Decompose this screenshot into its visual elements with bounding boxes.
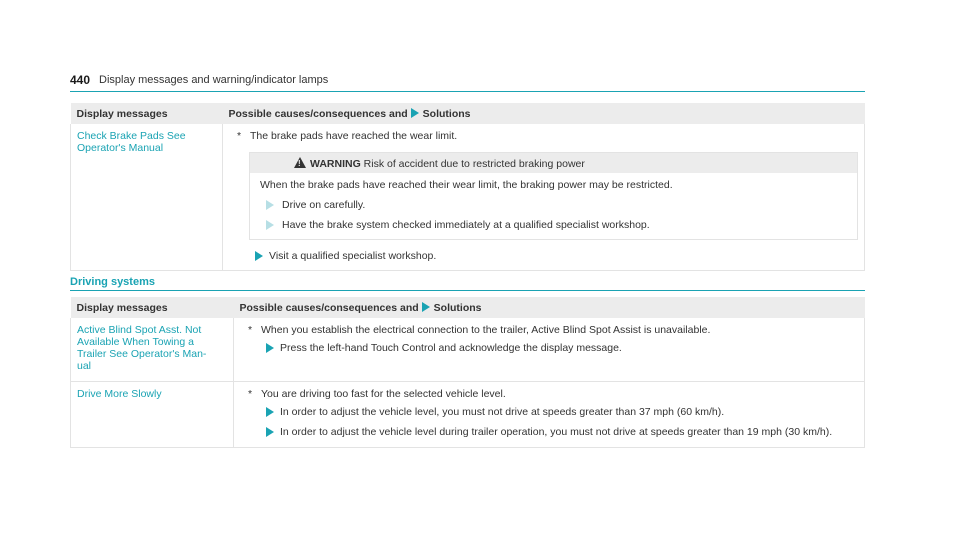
solution-arrow-icon xyxy=(266,427,274,437)
cause-text: The brake pads have reached the wear limit. xyxy=(250,130,458,142)
cause-item xyxy=(248,324,858,336)
solution-arrow-icon xyxy=(411,108,419,118)
cause-text: When you establish the electrical connection to the trailer, Active Blind Spot Assist is unavailable. xyxy=(261,324,711,336)
warning-header xyxy=(250,153,857,173)
warning-text: When the brake pads have reached their wear limit, the braking power may be restricted. xyxy=(260,179,673,191)
causes-solutions-cell xyxy=(234,318,865,381)
display-messages-table-brakes xyxy=(70,103,865,271)
warning-step-text: Have the brake system checked immediately at a qualified specialist workshop. xyxy=(282,219,650,231)
warning-step xyxy=(260,199,847,211)
solution-arrow-icon xyxy=(255,251,263,261)
warning-body xyxy=(250,173,857,239)
display-message-line: Available When Towing a xyxy=(77,336,194,348)
step-arrow-icon xyxy=(266,200,274,210)
cause-marker: * xyxy=(237,130,242,142)
display-message xyxy=(71,381,234,447)
table-header-row xyxy=(71,103,865,124)
column-header-causes xyxy=(234,297,865,318)
warning-triangle-icon xyxy=(294,157,306,168)
cause-marker: * xyxy=(248,387,253,400)
step-arrow-icon xyxy=(266,220,274,230)
page-title: Display messages and warning/indicator lamps xyxy=(99,74,329,86)
causes-solutions-cell xyxy=(234,381,865,447)
solution-arrow-icon xyxy=(266,343,274,353)
column-header-solutions-text: Solutions xyxy=(422,108,471,120)
cause-item xyxy=(248,388,858,400)
warning-step xyxy=(260,219,847,231)
solution-text: Press the left-hand Touch Control and acknowledge the display message. xyxy=(280,342,622,354)
solution-item xyxy=(240,342,858,354)
display-message-line: Check Brake Pads See xyxy=(77,130,186,142)
causes-solutions-cell xyxy=(223,124,865,270)
cause-item xyxy=(237,130,858,142)
solution-text: In order to adjust the vehicle level during trailer operation, you must not drive at speeds greater than 19 mph (30 km/h). xyxy=(280,425,833,438)
page-header xyxy=(70,71,865,92)
solution-arrow-icon xyxy=(422,302,430,312)
column-header-causes-text: Possible causes/consequences and xyxy=(228,108,408,120)
solution-text: Visit a qualified specialist workshop. xyxy=(269,250,437,262)
column-header-causes-text: Possible causes/consequences and xyxy=(239,302,419,314)
display-messages-table-driving-systems xyxy=(70,297,865,448)
display-message-line: Active Blind Spot Asst. Not xyxy=(77,324,202,336)
solution-item xyxy=(229,250,858,262)
display-message-line: Operator's Manual xyxy=(77,142,164,154)
solution-item xyxy=(240,406,858,418)
column-header-causes xyxy=(223,103,865,124)
column-header-messages: Display messages xyxy=(71,103,223,124)
display-message-line: ual xyxy=(77,360,92,372)
page-number: 440 xyxy=(70,73,91,87)
warning-step-text: Drive on carefully. xyxy=(282,199,366,211)
table-header-row xyxy=(71,297,865,318)
column-header-solutions-text: Solutions xyxy=(433,302,482,314)
display-message-line: Trailer See Operator's Man- xyxy=(77,348,207,360)
table-row xyxy=(71,318,865,381)
display-message xyxy=(71,318,234,381)
solution-item xyxy=(240,426,858,438)
warning-heading: Risk of accident due to restricted braking power xyxy=(363,158,585,170)
column-header-messages: Display messages xyxy=(71,297,234,318)
solution-arrow-icon xyxy=(266,407,274,417)
cause-marker: * xyxy=(248,324,253,336)
display-message xyxy=(71,124,223,270)
table-row xyxy=(71,381,865,447)
section-title: Driving systems xyxy=(70,276,865,291)
table-row xyxy=(71,124,865,270)
warning-box xyxy=(249,152,858,240)
cause-text: You are driving too fast for the selected vehicle level. xyxy=(261,387,506,400)
solution-text: In order to adjust the vehicle level, you must not drive at speeds greater than 37 mph (60 km/h). xyxy=(280,405,725,418)
warning-label: WARNING xyxy=(310,158,361,170)
display-message-line: Drive More Slowly xyxy=(77,387,162,400)
